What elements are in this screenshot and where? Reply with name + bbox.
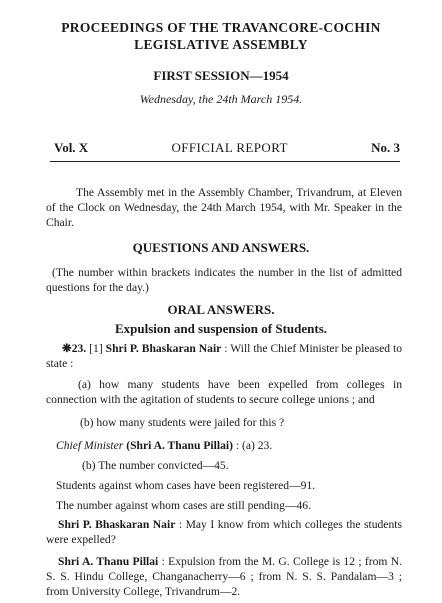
admitted-number: [1] [89,342,103,355]
question-marker: ❋23. [62,342,87,355]
topic-heading: Expulsion and suspension of Students. [114,321,328,336]
supplementary-questioner: Shri P. Bhaskaran Nair [58,518,176,531]
header-rule [50,161,400,162]
assembly-title: LEGISLATIVE ASSEMBLY [134,37,308,52]
answer-speaker: (Shri A. Thanu Pillai) [126,439,233,452]
answer-registered: Students against whom cases have been registered—91. [56,479,316,492]
question-part-b: (b) how many students were jailed for this ? [80,416,285,429]
supplementary-answer [46,554,402,599]
answer-role: Chief Minister [56,439,124,452]
questions-answers-heading: QUESTIONS AND ANSWERS. [132,240,310,255]
session-title: FIRST SESSION—1954 [153,68,289,83]
supplementary-question [46,517,402,547]
report-line [54,140,400,156]
supplementary-answer-text: : Expulsion from the M. G. College is 12 ; from N. S. S. Hindu College, Changanacherry—6 ; from N. S. S. Pandalam—3 ; from University College, Trivandrum—2. [46,555,402,598]
question-text: : Will the Chief Minister be pleased to state : [46,342,402,370]
oral-answers-heading: ORAL ANSWERS. [167,302,275,317]
qa-note: (The number within brackets indicates the number in the list of admitted questions for the day.) [46,266,402,294]
supplementary-answerer: Shri A. Thanu Pillai [58,555,159,568]
answer-pending: The number against whom cases are still pending—46. [56,499,312,512]
questioner-name: Shri P. Bhaskaran Nair [105,342,222,355]
answer-paragraph [56,438,402,453]
question-paragraph [46,341,402,371]
volume-label: Vol. X [54,140,89,155]
session-date: Wednesday, the 24th March 1954. [139,92,303,106]
question-part-a: (a) how many students have been expelled from colleges in connection with the agitation of students to secure college unions ; and [46,378,402,406]
answer-part-a: : (a) 23. [235,439,273,452]
official-report-label: OFFICIAL REPORT [171,140,288,155]
supplementary-question-text: : May I know from which colleges the students were expelled? [46,518,402,546]
report-number: No. 3 [371,140,400,155]
intro-paragraph: The Assembly met in the Assembly Chamber, Trivandrum, at Eleven of the Clock on Wednesday, the 24th March 1954, with Mr. Speaker in the Chair. [46,186,402,229]
proceedings-title: PROCEEDINGS OF THE TRAVANCORE-COCHIN [61,20,381,35]
answer-part-b: (b) The number convicted—45. [82,459,229,472]
